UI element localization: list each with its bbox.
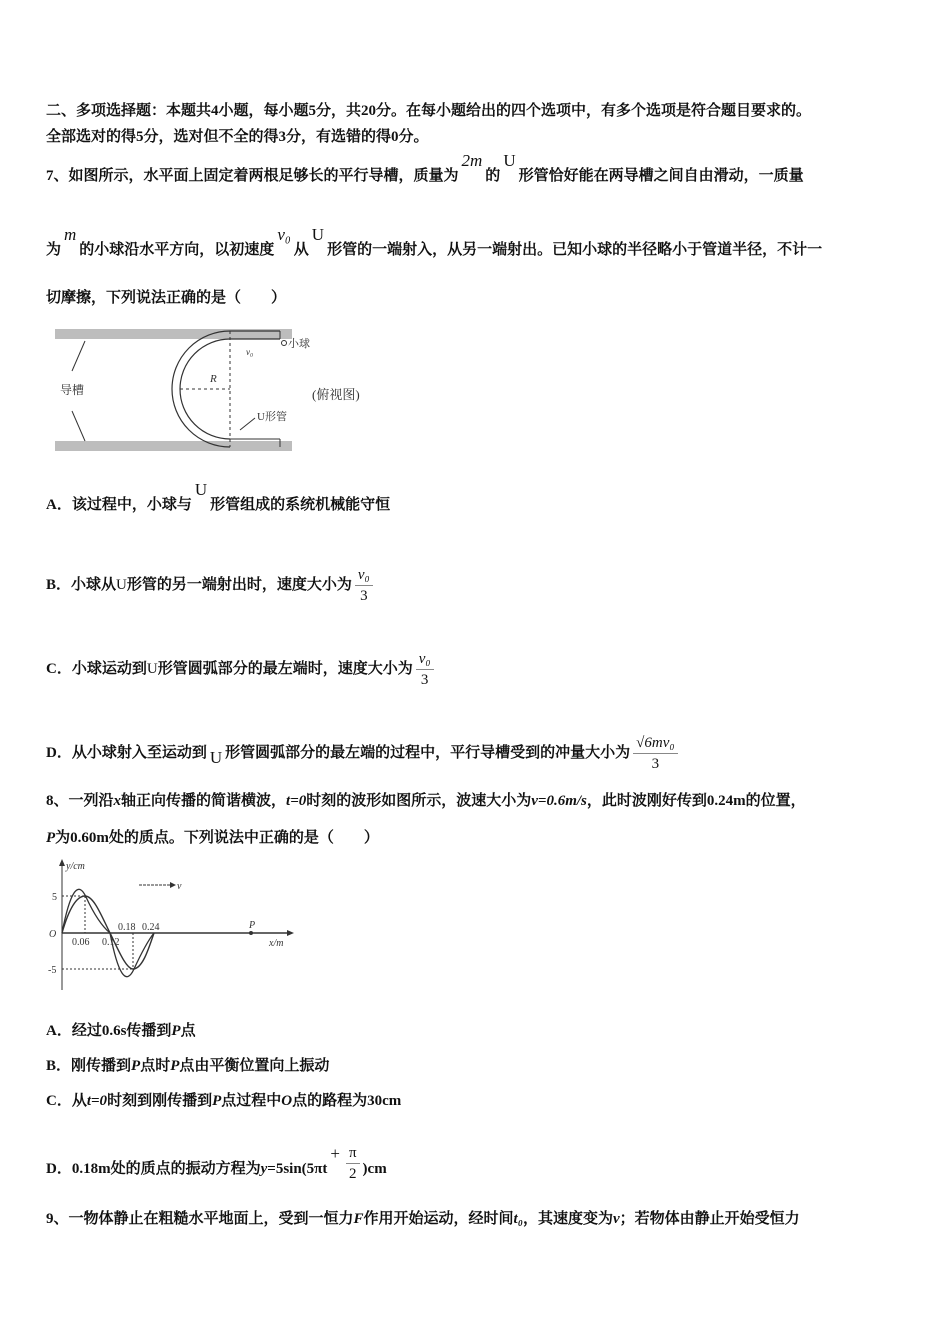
text: D．从小球射入至运动到 [46, 744, 207, 761]
text: 点由平衡位置向上振动 [179, 1058, 330, 1074]
text: C．小球运动到 [46, 660, 147, 677]
point-p-label: P [249, 920, 256, 931]
q8-line-1 [46, 791, 806, 811]
fraction [633, 733, 677, 774]
section-note [46, 127, 429, 147]
velocity-label: v [177, 881, 182, 892]
text: 轴正向传播的简谐横波， [121, 793, 287, 809]
text: 的 [485, 168, 501, 184]
var: P [212, 1093, 222, 1109]
tick-5: 5 [52, 892, 57, 903]
q9-line-1 [46, 1209, 800, 1229]
origin-label: O [49, 929, 57, 940]
bottom-rail [55, 441, 292, 451]
var: O [281, 1093, 293, 1109]
text: 切摩擦，下列说法正确的是（ ） [46, 290, 287, 306]
text: 为0.60m处的质点。下列说法中正确的是（ ） [55, 830, 379, 846]
denominator: 3 [360, 588, 368, 604]
text: ，其速度变为 [522, 1211, 613, 1227]
tube-label: U形管 [257, 411, 287, 423]
text: ，此时波刚好传到0.24m的位置， [586, 793, 806, 809]
math-v0: v₀ [277, 225, 291, 244]
text: 形管组成的系统机械能守恒 [210, 497, 391, 513]
text: 形管圆弧部分的最左端时，速度大小为 [157, 660, 413, 677]
fraction [355, 565, 373, 606]
numerator: π [346, 1143, 360, 1164]
denominator: 3 [420, 672, 429, 688]
wave-graph [44, 855, 304, 995]
math-u: U [146, 660, 158, 677]
y-label: y/cm [66, 861, 85, 872]
text: 从 [293, 242, 309, 258]
q8-option-d[interactable] [46, 1143, 387, 1190]
text: 形管的一端射入，从另一端射出。已知小球的半径略小于管道半径，不计一 [327, 242, 823, 258]
var: P [170, 1058, 180, 1074]
tick-018: 0.18 [118, 922, 136, 933]
math-m: m [64, 225, 77, 244]
numerator: √6mv₀ [633, 733, 677, 754]
q7-option-c[interactable] [46, 649, 437, 690]
text: B．刚传播到 [46, 1058, 132, 1074]
tick-024: 0.24 [142, 922, 160, 933]
text: =5sin(5πt [267, 1160, 328, 1177]
q8-option-a[interactable] [46, 1021, 196, 1041]
text: B．小球从 [46, 576, 117, 593]
section-line-2: 全部选对的得5分，选对但不全的得3分，有选错的得0分。 [46, 129, 429, 145]
q8-option-b[interactable] [46, 1056, 329, 1076]
math-mass: 2m [461, 151, 483, 170]
numerator: v₀ [355, 565, 373, 586]
math-u: U [311, 225, 325, 244]
fraction [346, 1143, 360, 1184]
math-u: U [116, 576, 127, 593]
text: C．从 [46, 1093, 87, 1109]
numerator: v₀ [416, 649, 434, 670]
denominator: 2 [349, 1166, 357, 1182]
rail-label: 导槽 [60, 383, 85, 397]
text: )cm [362, 1160, 387, 1177]
text: 的小球沿水平方向，以初速度 [79, 242, 275, 258]
text: A．该过程中，小球与 [46, 497, 192, 513]
text: 点时 [140, 1058, 171, 1074]
denominator: 3 [651, 756, 660, 772]
q7-line-1 [46, 151, 804, 186]
tick-neg5: -5 [48, 965, 57, 976]
q8-line-2 [46, 828, 379, 848]
text: 形管圆弧部分的最左端的过程中，平行导槽受到的冲量大小为 [225, 744, 631, 761]
radius-label: R [210, 373, 217, 385]
math-u: U [209, 747, 223, 767]
var: P [46, 830, 56, 846]
var: P [131, 1058, 141, 1074]
text: 点 [180, 1023, 196, 1039]
q7-option-a[interactable] [46, 480, 391, 515]
var: v=0.6m/s [531, 793, 587, 809]
text: 作用开始运动，经时间 [363, 1211, 514, 1227]
text: 形管恰好能在两导槽之间自由滑动，一质量 [518, 168, 804, 184]
text: 形管的另一端射出时，速度大小为 [126, 576, 352, 593]
var: t=0 [86, 1093, 108, 1109]
x-label: x/m [269, 938, 284, 949]
v0-label: v₀ [246, 347, 254, 357]
text: 7、如图所示，水平面上固定着两根足够长的平行导槽，质量为 [46, 168, 459, 184]
math-u: U [503, 151, 516, 170]
var: t=0 [286, 793, 307, 809]
text: 9、一物体静止在粗糙水平地面上，受到一恒力 [46, 1211, 354, 1227]
view-label: (俯视图) [312, 387, 360, 402]
ball-label: 小球 [288, 338, 310, 350]
section-heading [46, 101, 811, 121]
q7-figure [50, 326, 390, 456]
math-u: U [194, 480, 208, 499]
text: 时刻到刚传播到 [107, 1093, 213, 1109]
text: D．0.18m处的质点的振动方程为 [46, 1160, 261, 1177]
q7-line-3 [46, 288, 286, 308]
tick-012: 0.12 [102, 937, 120, 948]
tick-006: 0.06 [72, 937, 90, 948]
var: t₀ [513, 1211, 523, 1227]
section-line-1: 二、多项选择题：本题共4小题，每小题5分，共20分。在每小题给出的四个选项中，有多个选项是符合题目要求的。 [46, 103, 812, 119]
var: F [353, 1211, 364, 1227]
var: y [260, 1160, 268, 1177]
q7-option-b[interactable] [46, 565, 376, 606]
text: ；若物体由静止开始受恒力 [619, 1211, 800, 1227]
var: P [171, 1023, 181, 1039]
text: 为 [46, 242, 62, 258]
var: x [113, 793, 122, 809]
fraction [416, 649, 434, 690]
q7-option-d[interactable] [46, 733, 681, 774]
text: 时刻的波形如图所示，波速大小为 [306, 793, 532, 809]
text: A．经过0.6s传播到 [46, 1023, 172, 1039]
q7-line-2 [46, 225, 823, 260]
text: 点过程中 [221, 1093, 282, 1109]
plus: + [330, 1143, 340, 1163]
q8-option-c[interactable] [46, 1091, 401, 1111]
text: 点的路程为30cm [292, 1093, 402, 1109]
var: v [612, 1211, 620, 1227]
text: 8、一列沿 [46, 793, 114, 809]
